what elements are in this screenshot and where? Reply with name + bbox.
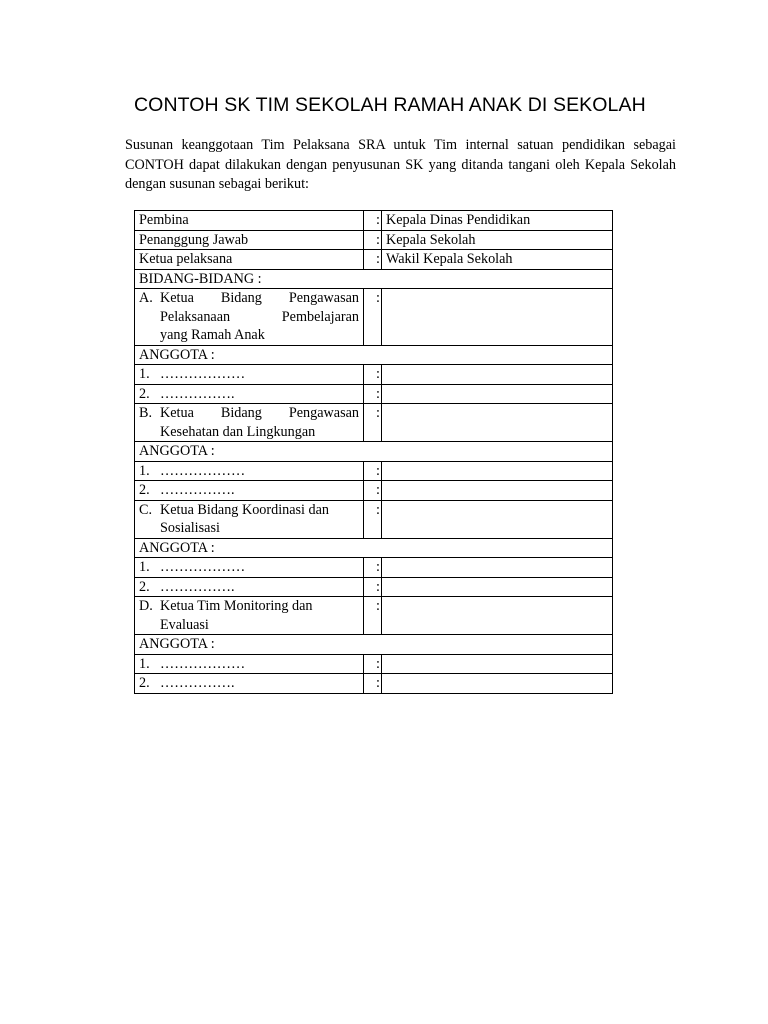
table-row-ketua-pelaksana bbox=[135, 250, 613, 270]
field-letter: D. bbox=[139, 598, 153, 614]
field-title-line: Pelaksanaan Pembelajaran bbox=[160, 308, 359, 325]
member-number: 1. bbox=[139, 366, 150, 382]
value-cell bbox=[382, 384, 613, 404]
separator-cell: : bbox=[364, 230, 382, 250]
member-placeholder: ……………. bbox=[160, 385, 235, 402]
role-cell: Pembina bbox=[135, 211, 364, 231]
member-placeholder: ……………… bbox=[160, 655, 246, 672]
field-title-line: Ketua Tim Monitoring dan bbox=[160, 598, 313, 614]
field-title-line: yang Ramah Anak bbox=[160, 327, 265, 343]
field-letter: A. bbox=[139, 290, 153, 306]
table-row-penanggung-jawab bbox=[135, 230, 613, 250]
separator-cell: : bbox=[364, 211, 382, 231]
value-cell: Wakil Kepala Sekolah bbox=[382, 250, 613, 270]
value-cell bbox=[382, 558, 613, 578]
member-placeholder: ……………… bbox=[160, 559, 246, 575]
member-placeholder: ……………… bbox=[160, 462, 246, 479]
members-header-row bbox=[135, 538, 613, 558]
member-number: 1. bbox=[139, 655, 150, 672]
member-cell bbox=[135, 654, 364, 674]
member-number: 1. bbox=[139, 559, 150, 575]
fields-header: BIDANG-BIDANG : bbox=[135, 269, 613, 289]
page-title: CONTOH SK TIM SEKOLAH RAMAH ANAK DI SEKOLAH bbox=[134, 94, 646, 116]
value-cell bbox=[382, 404, 613, 442]
separator-cell: : bbox=[364, 365, 382, 385]
field-title-cell bbox=[135, 500, 364, 538]
members-header: ANGGOTA : bbox=[135, 345, 613, 365]
members-header-row bbox=[135, 345, 613, 365]
member-cell bbox=[135, 461, 364, 481]
field-row-a bbox=[135, 289, 613, 346]
fields-header-row bbox=[135, 269, 613, 289]
role-cell: Ketua pelaksana bbox=[135, 250, 364, 270]
value-cell: Kepala Dinas Pendidikan bbox=[382, 211, 613, 231]
member-placeholder: ……………. bbox=[160, 675, 235, 691]
separator-cell: : bbox=[364, 384, 382, 404]
member-cell bbox=[135, 577, 364, 597]
field-row-c bbox=[135, 500, 613, 538]
field-title-line: Kesehatan dan Lingkungan bbox=[160, 423, 316, 440]
member-row bbox=[135, 384, 613, 404]
intro-paragraph: Susunan keanggotaan Tim Pelaksana SRA untuk Tim internal satuan pendidikan sebagai CONTOH dapat dilakukan dengan penyusunan SK yang ditanda tangani oleh Kepala Sekolah dengan susunan sebagai berikut: bbox=[125, 137, 676, 192]
separator-cell: : bbox=[364, 404, 382, 442]
member-row bbox=[135, 365, 613, 385]
member-row bbox=[135, 654, 613, 674]
field-row-b bbox=[135, 404, 613, 442]
field-title-line: Ketua Bidang Pengawasan bbox=[160, 405, 359, 421]
member-cell bbox=[135, 384, 364, 404]
field-title-cell bbox=[135, 597, 364, 635]
value-cell bbox=[382, 481, 613, 501]
separator-cell: : bbox=[364, 500, 382, 538]
member-cell bbox=[135, 674, 364, 694]
field-title-line: Ketua Bidang Koordinasi dan bbox=[160, 501, 330, 518]
role-cell: Penanggung Jawab bbox=[135, 230, 364, 250]
field-letter: C. bbox=[139, 501, 153, 518]
field-title-line: Ketua Bidang Pengawasan bbox=[160, 290, 359, 306]
field-title-cell bbox=[135, 404, 364, 442]
value-cell bbox=[382, 597, 613, 635]
field-title-line: Evaluasi bbox=[160, 616, 209, 633]
members-header: ANGGOTA : bbox=[135, 442, 613, 462]
member-row bbox=[135, 558, 613, 578]
member-number: 1. bbox=[139, 462, 150, 479]
member-placeholder: ……………… bbox=[160, 366, 246, 382]
separator-cell: : bbox=[364, 289, 382, 346]
members-header-row bbox=[135, 635, 613, 655]
value-cell: Kepala Sekolah bbox=[382, 230, 613, 250]
value-cell bbox=[382, 500, 613, 538]
member-number: 2. bbox=[139, 578, 150, 595]
member-placeholder: ……………. bbox=[160, 578, 235, 595]
member-cell bbox=[135, 481, 364, 501]
field-row-d bbox=[135, 597, 613, 635]
value-cell bbox=[382, 674, 613, 694]
member-placeholder: ……………. bbox=[160, 482, 235, 498]
member-row bbox=[135, 481, 613, 501]
separator-cell: : bbox=[364, 577, 382, 597]
separator-cell: : bbox=[364, 654, 382, 674]
separator-cell: : bbox=[364, 250, 382, 270]
value-cell bbox=[382, 654, 613, 674]
value-cell bbox=[382, 577, 613, 597]
separator-cell: : bbox=[364, 461, 382, 481]
team-structure-table bbox=[134, 210, 613, 694]
member-cell bbox=[135, 365, 364, 385]
members-header: ANGGOTA : bbox=[135, 635, 613, 655]
field-title-cell bbox=[135, 289, 364, 346]
separator-cell: : bbox=[364, 597, 382, 635]
member-number: 2. bbox=[139, 385, 150, 402]
member-number: 2. bbox=[139, 675, 150, 691]
member-row bbox=[135, 674, 613, 694]
table-row-pembina bbox=[135, 211, 613, 231]
field-title-line: Sosialisasi bbox=[160, 520, 220, 536]
separator-cell: : bbox=[364, 481, 382, 501]
member-row bbox=[135, 577, 613, 597]
separator-cell: : bbox=[364, 674, 382, 694]
member-row bbox=[135, 461, 613, 481]
member-number: 2. bbox=[139, 482, 150, 498]
members-header: ANGGOTA : bbox=[135, 538, 613, 558]
field-letter: B. bbox=[139, 405, 153, 421]
value-cell bbox=[382, 289, 613, 346]
member-cell bbox=[135, 558, 364, 578]
value-cell bbox=[382, 365, 613, 385]
value-cell bbox=[382, 461, 613, 481]
members-header-row bbox=[135, 442, 613, 462]
separator-cell: : bbox=[364, 558, 382, 578]
